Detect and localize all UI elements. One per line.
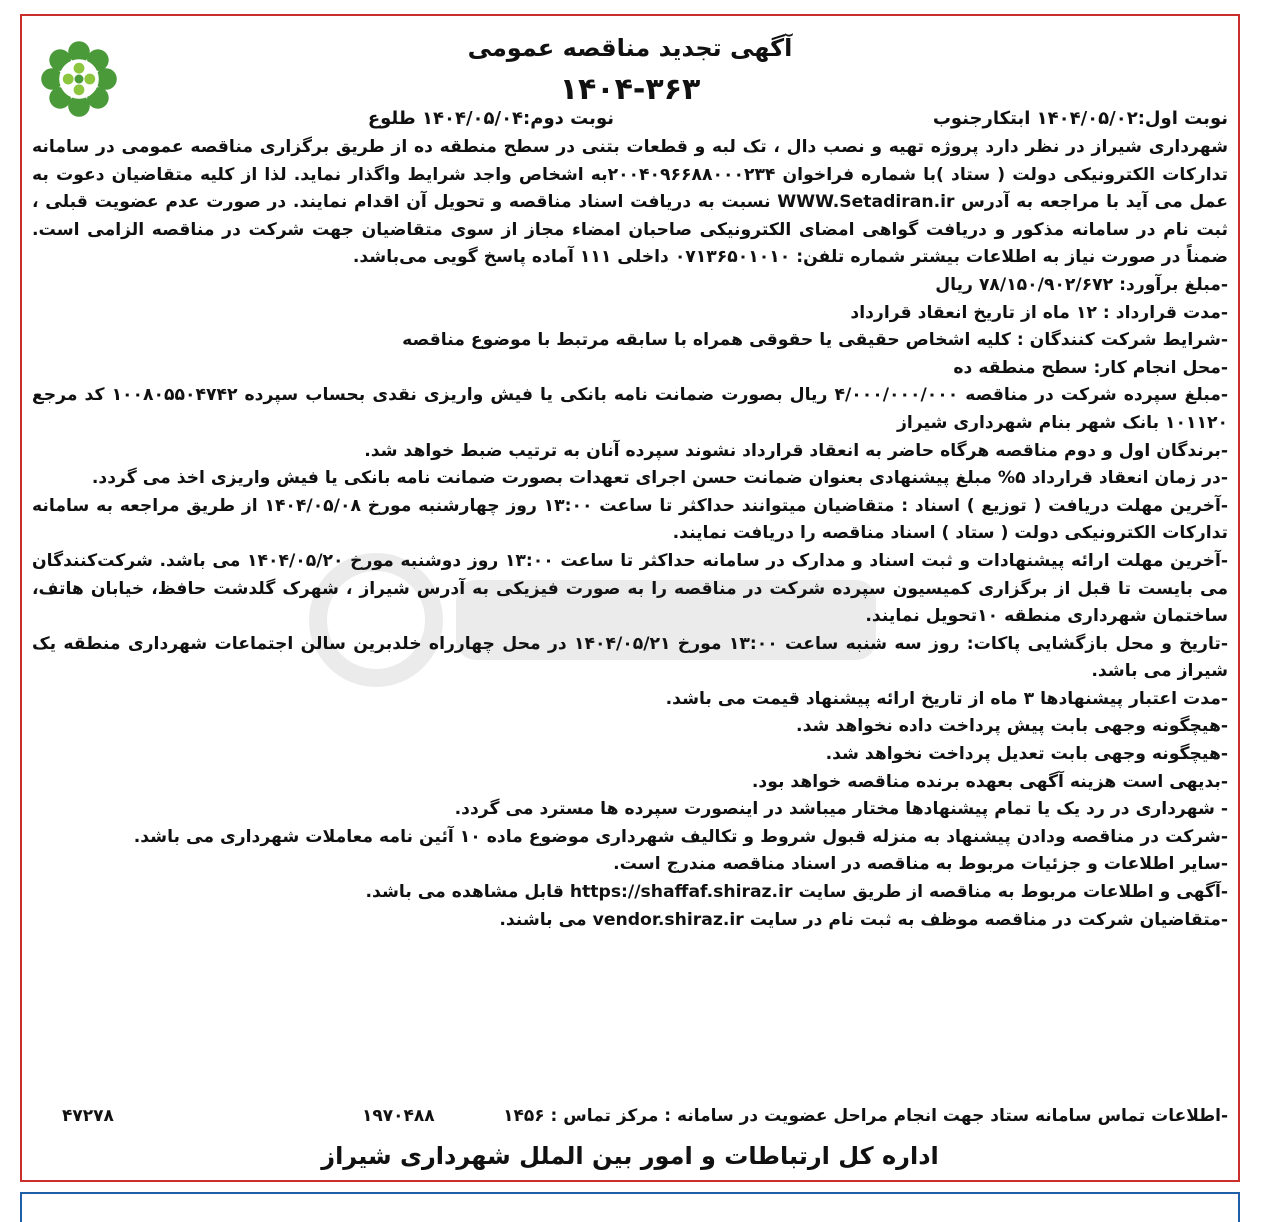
publication-rounds: [26, 108, 1234, 134]
item-winners: -برندگان اول و دوم مناقصه هرگاه حاضر به انعقاد قرارداد نشوند سپرده آنان به ترتیب ضبط خواهد شد.: [364, 440, 1228, 461]
item-deposit: -مبلغ سپرده شرکت در مناقصه ۴/۰۰۰/۰۰۰/۰۰۰ ریال بصورت ضمانت نامه بانکی یا فیش واریزی نقدی بحساب سپرده ۱۰۰۸۰۵۵۰۴۷۴۲ کد مرجع ۱۰۱۱۲۰ بانک شهر بنام شهرداری شیراز: [32, 385, 1228, 433]
item-no-prepayment: -هیچگونه وجهی بابت پیش پرداخت داده نخواهد شد.: [796, 716, 1228, 737]
item-other-info: -سایر اطلاعات و جزئیات مربوط به مناقصه در اسناد مناقصه مندرج است.: [613, 854, 1228, 875]
contact-label: -اطلاعات تماس سامانه ستاد جهت انجام مراحل عضویت در سامانه : مرکز تماس : ۱۴۵۶: [503, 1106, 1228, 1126]
item-duration: -مدت قرارداد : ۱۲ ماه از تاریخ انعقاد قرارداد: [850, 302, 1228, 323]
notice-number: ۱۴۰۴-۳۶۳: [559, 72, 701, 107]
contact-number-1: ۱۹۷۰۴۸۸: [362, 1106, 435, 1126]
first-round: نوبت اول:۱۴۰۴/۰۵/۰۲ ابتکارجنوب: [932, 108, 1228, 129]
item-estimate: -مبلغ برآورد: ۷۸/۱۵۰/۹۰۲/۶۷۲ ریال: [935, 274, 1228, 295]
intro-paragraph: شهرداری شیراز در نظر دارد پروژه تهیه و نصب دال ، تک لبه و قطعات بتنی در سطح منطقه ده از طریق برگزاری مناقصه عمومی در سامانه تدارکات الکترونیکی دولت ( ستاد )با شماره فراخوان ۲۰۰۴۰۹۶۶۸۸۰۰۰۲۳۴به اشخاص واجد شرایط واگذار نماید. لذا از کلیه متقاضیان دعوت به عمل می آید با مراجعه به آدرس WWW.Setadiran.ir نسبت به دریافت اسناد مناقصه و تحویل آن اقدام نمایند. در صورت عدم عضویت قبلی ، ثبت نام در سامانه مذکور و دریافت گواهی امضای الکترونیکی صاحبان امضاء مجاز از سوی متقاضیان جهت شرکت در مناقصه الزامی است. ضمناً در صورت نیاز به اطلاعات بیشتر شماره تلفن: ۰۷۱۳۶۵۰۱۰۱۰ داخلی ۱۱۱ آماده پاسخ گویی می‌باشد.: [32, 137, 1229, 268]
contact-number-2: ۴۷۲۷۸: [62, 1106, 114, 1126]
item-no-adjustment: -هیچگونه وجهی بابت تعدیل پرداخت نخواهد شد.: [825, 744, 1228, 765]
notice-body: [32, 134, 1228, 934]
notice-footer: اداره کل ارتباطات و امور بین الملل شهرداری شیراز: [321, 1142, 939, 1170]
next-notice-border: [20, 1192, 1240, 1222]
item-vendor-site: -متقاضیان شرکت در مناقصه موظف به ثبت نام در سایت vendor.shiraz.ir می باشند.: [499, 909, 1228, 930]
item-conditions: -شرایط شرکت کنندگان : کلیه اشخاص حقیقی یا حقوقی همراه با سابقه مرتبط با موضوع مناقصه: [402, 330, 1228, 351]
notice-content: [26, 20, 1234, 1176]
item-validity: -مدت اعتبار پیشنهادها ۳ ماه از تاریخ ارائه پیشنهاد قیمت می باشد.: [665, 688, 1228, 709]
second-round: نوبت دوم:۱۴۰۴/۰۵/۰۴ طلوع: [367, 108, 614, 129]
item-location: -محل انجام کار: سطح منطقه ده: [953, 357, 1228, 378]
item-ad-cost: -بدیهی است هزینه آگهی بعهده برنده مناقصه خواهد بود.: [751, 771, 1228, 792]
item-shaffaf-site: -آگهی و اطلاعات مربوط به مناقصه از طریق سایت https://shaffaf.shiraz.ir قابل مشاهده می باشد.: [365, 882, 1228, 903]
item-acceptance: -شرکت در مناقصه ودادن پیشنهاد به منزله قبول شروط و تکالیف شهرداری موضوع ماده ۱۰ آئین نامه معاملات شهرداری می باشد.: [133, 826, 1228, 847]
contact-info: [32, 1106, 1228, 1134]
item-opening: -تاریخ و محل بازگشایی پاکات: روز سه شنبه ساعت ۱۳:۰۰ مورخ ۱۴۰۴/۰۵/۲۱ در محل چهارراه خلدبرین سالن اجتماعات شهرداری منطقه یک شیراز می باشد.: [32, 633, 1228, 682]
notice-title: آگهی تجدید مناقصه عمومی: [467, 34, 793, 62]
item-guarantee: -در زمان انعقاد قرارداد ۵% مبلغ پیشنهادی بعنوان ضمانت حسن اجرای تعهدات بصورت ضمانت نامه بانکی یا فیش واریزی اخذ می گردد.: [91, 468, 1228, 489]
item-submission-deadline: -آخرین مهلت ارائه پیشنهادات و ثبت اسناد و مدارک در سامانه حداکثر تا ساعت ۱۳:۰۰ روز دوشنبه مورخ ۱۴۰۴/۰۵/۲۰ می باشد. شرکت‌کنندگان می بایست تا قبل از برگزاری کمیسیون سپرده شرکت در مناقصه را به صورت فیزیکی به آدرس شیراز ، شهرک گلدشت حافظ، خیابان هاتف، ساختمان شهرداری منطقه ۱۰تحویل نمایند.: [32, 550, 1229, 627]
item-distribution-deadline: -آخرین مهلت دریافت ( توزیع ) اسناد : متقاضیان میتوانند حداکثر تا ساعت ۱۳:۰۰ روز چهارشنبه مورخ ۱۴۰۴/۰۵/۰۸ از طریق مراجعه به سامانه تدارکات الکترونیکی دولت ( ستاد ) اسناد مناقصه را دریافت نمایند.: [32, 495, 1228, 544]
item-rejection-right: - شهرداری در رد یک یا تمام پیشنهادها مختار میباشد در اینصورت سپرده ها مسترد می گردد.: [454, 799, 1228, 820]
